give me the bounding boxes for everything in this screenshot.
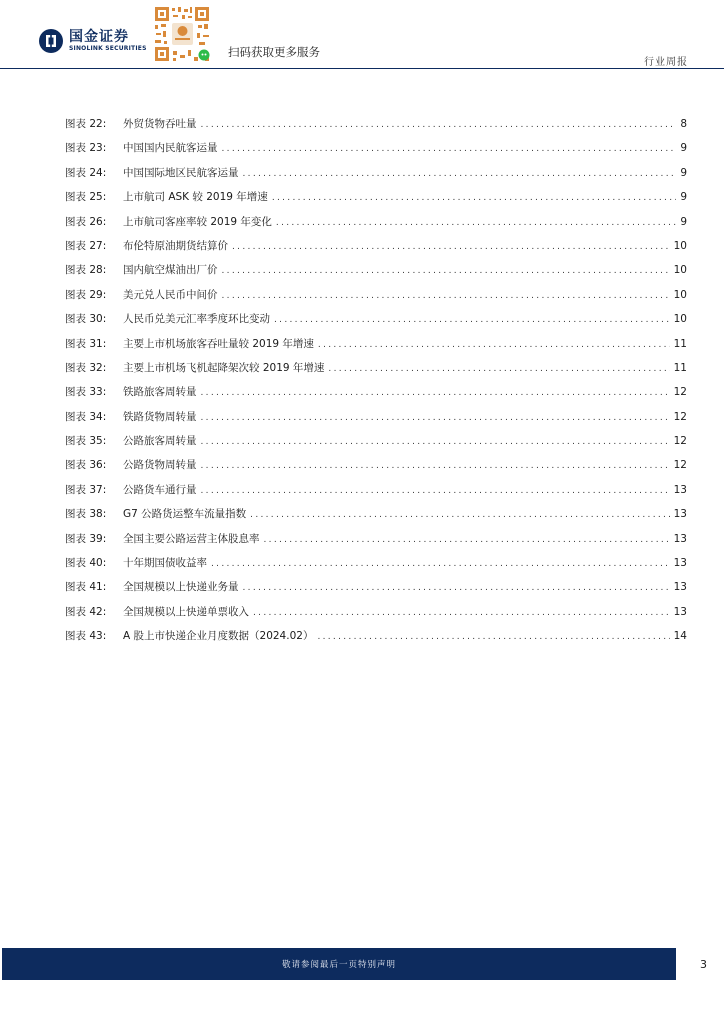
toc-entry-label: 图表 34:: [65, 410, 107, 423]
toc-entry[interactable]: [65, 238, 687, 262]
toc-leader-dots: [211, 559, 670, 569]
toc-leader-dots: [201, 437, 670, 447]
toc-leader-dots: [272, 193, 677, 203]
toc-entry[interactable]: [65, 604, 687, 628]
toc-entry[interactable]: [65, 287, 687, 311]
header-divider: [0, 68, 724, 69]
toc-entry-label: 图表 23:: [65, 142, 107, 155]
toc-entry-title: 公路旅客周转量: [123, 435, 197, 448]
toc-entry-label: 图表 33:: [65, 386, 107, 399]
toc-entry-page: 10: [673, 239, 687, 252]
toc-entry[interactable]: [65, 214, 687, 238]
toc-entry-label: 图表 28:: [65, 264, 107, 277]
toc-entry-label: 图表 35:: [65, 435, 107, 448]
toc-entry-label: 图表 22:: [65, 118, 107, 130]
toc-entry-label: 图表 37:: [65, 483, 107, 496]
toc-entry-label: 图表 43:: [65, 630, 107, 643]
toc-entry-title: 中国国际地区民航客运量: [123, 166, 239, 179]
toc-entry-label: 图表 27:: [65, 239, 107, 252]
toc-leader-dots: [250, 510, 669, 520]
toc-entry-page: 9: [680, 142, 687, 155]
toc-leader-dots: [232, 242, 670, 252]
toc-entry-page: 10: [673, 313, 687, 326]
toc-entry-page: 9: [680, 166, 687, 179]
brand-text: [69, 30, 147, 53]
page-header: [0, 0, 724, 70]
toc-entry-title: 布伦特原油期货结算价: [123, 239, 228, 252]
toc-entry-title: 十年期国债收益率: [123, 557, 207, 570]
toc-entry-page: 12: [673, 410, 687, 423]
toc-leader-dots: [328, 364, 669, 374]
toc-entry[interactable]: [65, 628, 687, 652]
figure-index: [65, 116, 687, 653]
toc-entry-title: 主要上市机场旅客吞吐量较 2019 年增速: [123, 337, 314, 350]
toc-entry[interactable]: [65, 384, 687, 408]
toc-entry-label: 图表 40:: [65, 557, 107, 570]
toc-entry-title: A 股上市快递企业月度数据（2024.02）: [123, 630, 314, 643]
toc-leader-dots: [201, 461, 670, 471]
toc-entry-title: 国内航空煤油出厂价: [123, 264, 218, 277]
report-type: 行业周报: [644, 57, 688, 68]
brand-logo: [38, 28, 147, 54]
toc-entry[interactable]: [65, 409, 687, 433]
toc-entry-title: 全国规模以上快递业务量: [123, 581, 239, 594]
toc-leader-dots: [222, 144, 677, 154]
toc-entry-page: 9: [680, 191, 687, 204]
toc-leader-dots: [201, 120, 677, 130]
toc-entry[interactable]: [65, 336, 687, 360]
toc-leader-dots: [253, 608, 670, 618]
toc-leader-dots: [243, 169, 677, 179]
toc-entry[interactable]: [65, 457, 687, 481]
toc-entry-page: 11: [673, 337, 687, 350]
toc-entry-title: 美元兑人民币中间价: [123, 288, 218, 301]
toc-entry[interactable]: [65, 531, 687, 555]
toc-leader-dots: [276, 218, 676, 228]
toc-entry-label: 图表 42:: [65, 605, 107, 618]
brand-name-cn: 国金证券: [69, 28, 129, 45]
toc-entry-page: 11: [673, 361, 687, 374]
toc-entry[interactable]: [65, 165, 687, 189]
toc-entry[interactable]: [65, 433, 687, 457]
toc-leader-dots: [222, 291, 670, 301]
toc-entry-title: G7 公路货运整车流量指数: [123, 508, 247, 521]
toc-entry-label: 图表 32:: [65, 361, 107, 374]
toc-entry-page: 9: [680, 215, 687, 228]
toc-entry[interactable]: [65, 579, 687, 603]
toc-entry-title: 主要上市机场飞机起降架次较 2019 年增速: [123, 361, 325, 374]
toc-entry-page: 14: [673, 630, 687, 643]
toc-entry-title: 上市航司客座率较 2019 年变化: [123, 215, 272, 228]
toc-entry-page: 12: [673, 435, 687, 448]
toc-entry-title: 全国主要公路运营主体股息率: [123, 532, 260, 545]
toc-leader-dots: [318, 340, 670, 350]
toc-leader-dots: [317, 632, 669, 642]
toc-entry-page: 13: [673, 581, 687, 594]
toc-entry-label: 图表 38:: [65, 508, 107, 521]
toc-entry[interactable]: [65, 262, 687, 286]
scan-prompt: 扫码获取更多服务: [228, 45, 320, 59]
toc-entry[interactable]: [65, 555, 687, 579]
toc-leader-dots: [264, 535, 670, 545]
toc-entry-title: 公路货物周转量: [123, 459, 197, 472]
toc-entry-title: 人民币兑美元汇率季度环比变动: [123, 313, 270, 326]
toc-entry-label: 图表 26:: [65, 215, 107, 228]
toc-entry-label: 图表 31:: [65, 337, 107, 350]
toc-entry-title: 铁路旅客周转量: [123, 386, 197, 399]
toc-leader-dots: [201, 388, 670, 398]
toc-entry-page: 10: [673, 264, 687, 277]
toc-entry-title: 外贸货物吞吐量: [123, 118, 197, 130]
toc-entry[interactable]: [65, 482, 687, 506]
toc-entry-page: 12: [673, 459, 687, 472]
toc-entry[interactable]: [65, 311, 687, 335]
toc-leader-dots: [201, 413, 670, 423]
toc-entry[interactable]: [65, 140, 687, 164]
toc-entry-label: 图表 25:: [65, 191, 107, 204]
footer-bar: [2, 948, 676, 980]
toc-entry[interactable]: [65, 116, 687, 140]
toc-entry-title: 中国国内民航客运量: [123, 142, 218, 155]
toc-entry-page: 12: [673, 386, 687, 399]
toc-entry-label: 图表 24:: [65, 166, 107, 179]
toc-leader-dots: [201, 486, 670, 496]
toc-entry-page: 13: [673, 508, 687, 521]
toc-entry-title: 全国规模以上快递单票收入: [123, 605, 249, 618]
qr-code-icon[interactable]: [153, 5, 211, 63]
toc-entry-label: 图表 36:: [65, 459, 107, 472]
footer-disclaimer[interactable]: 敬请参阅最后一页特别声明: [281, 960, 396, 970]
toc-entry-page: 8: [680, 118, 687, 130]
toc-entry-label: 图表 41:: [65, 581, 107, 594]
toc-entry[interactable]: [65, 360, 687, 384]
sinolink-logo-icon: [38, 28, 64, 54]
toc-entry-title: 铁路货物周转量: [123, 410, 197, 423]
toc-entry-label: 图表 39:: [65, 532, 107, 545]
page-number: 3: [700, 958, 707, 971]
toc-entry-page: 13: [673, 532, 687, 545]
toc-entry[interactable]: [65, 506, 687, 530]
toc-entry-page: 10: [673, 288, 687, 301]
toc-entry-title: 公路货车通行量: [123, 483, 197, 496]
toc-entry-page: 13: [673, 483, 687, 496]
toc-entry-page: 13: [673, 557, 687, 570]
toc-entry-title: 上市航司 ASK 较 2019 年增速: [123, 191, 268, 204]
toc-entry-label: 图表 29:: [65, 288, 107, 301]
toc-entry-page: 13: [673, 605, 687, 618]
toc-entry-label: 图表 30:: [65, 313, 107, 326]
brand-name-en: SINOLINK SECURITIES: [69, 44, 147, 52]
toc-leader-dots: [243, 583, 670, 593]
toc-leader-dots: [274, 315, 670, 325]
toc-entry[interactable]: [65, 189, 687, 213]
toc-leader-dots: [222, 266, 670, 276]
